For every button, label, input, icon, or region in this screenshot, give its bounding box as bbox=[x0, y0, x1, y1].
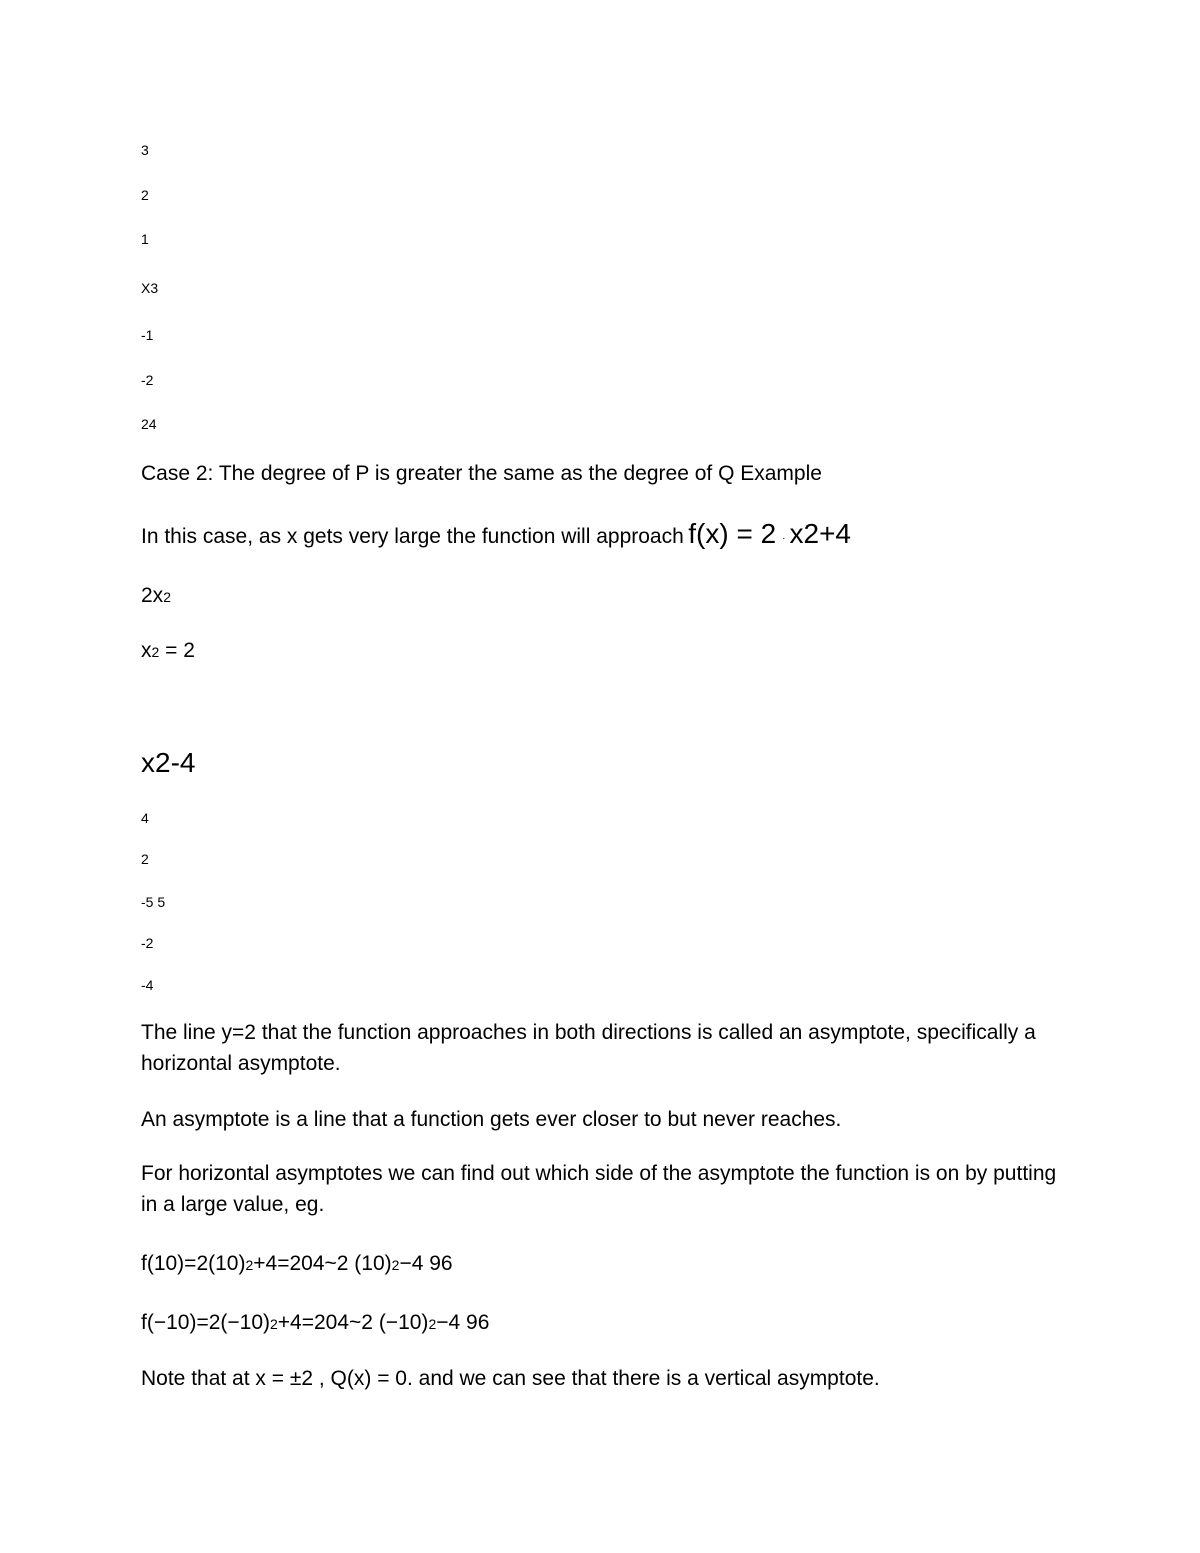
eval-part: f(10)=2(10) bbox=[141, 1252, 246, 1275]
note-line: Note that at x = ±2 , Q(x) = 0. and we can see that there is a vertical asymptote. bbox=[141, 1367, 880, 1390]
axis-label: X3 bbox=[141, 280, 159, 296]
paragraph-asymptote-line: The line y=2 that the function approaches in both directions is called an asymptote, specifically a horizontal asymptote. bbox=[141, 1021, 1036, 1075]
formula-lead: f(x) = 2 bbox=[688, 518, 777, 549]
denominator-expression: x2-4 bbox=[141, 747, 196, 778]
axis-label: 1 bbox=[141, 231, 149, 247]
eval-part: f(−10)=2(−10) bbox=[141, 1311, 270, 1334]
expression-x2-equals bbox=[141, 640, 195, 661]
eval-part: −4 96 bbox=[436, 1311, 490, 1334]
eval-part: +4=204~2 (10) bbox=[253, 1252, 392, 1275]
expression-base: x bbox=[141, 639, 152, 662]
axis-label: -1 bbox=[141, 327, 154, 343]
expression-2x2 bbox=[141, 585, 171, 606]
axis-label: 2 bbox=[141, 187, 149, 203]
eval-subscript: 2 bbox=[391, 1257, 400, 1273]
axis-label: 2 bbox=[141, 851, 149, 867]
expression-rest: = 2 bbox=[159, 639, 195, 662]
formula-tail: x2+4 bbox=[789, 518, 851, 549]
case-heading: Case 2: The degree of P is greater the same as the degree of Q Example bbox=[141, 462, 822, 485]
eval-subscript: 2 bbox=[270, 1316, 278, 1332]
axis-label: 24 bbox=[141, 416, 157, 432]
eval-subscript: 2 bbox=[428, 1316, 437, 1332]
approach-line bbox=[141, 520, 851, 548]
expression-subscript: 2 bbox=[163, 589, 171, 605]
axis-label: -4 bbox=[141, 977, 154, 993]
eval-subscript: 2 bbox=[245, 1257, 254, 1273]
axis-label: -5 5 bbox=[141, 894, 166, 910]
axis-label: 4 bbox=[141, 810, 149, 826]
paragraph-horizontal-side: For horizontal asymptotes we can find out which side of the asymptote the function is on by putting in a large value, eg. bbox=[141, 1162, 1057, 1216]
formula-dot: · bbox=[782, 532, 786, 544]
evaluation-positive bbox=[141, 1253, 453, 1274]
approach-text: In this case, as x gets very large the function will approach bbox=[141, 525, 684, 548]
expression-base: 2x bbox=[141, 584, 164, 607]
eval-part: +4=204~2 (−10) bbox=[277, 1311, 429, 1334]
axis-label: -2 bbox=[141, 935, 154, 951]
evaluation-negative bbox=[141, 1312, 489, 1333]
expression-subscript: 2 bbox=[151, 644, 160, 660]
paragraph-asymptote-definition: An asymptote is a line that a function gets ever closer to but never reaches. bbox=[141, 1108, 842, 1131]
axis-label: -2 bbox=[141, 372, 154, 388]
axis-label: 3 bbox=[141, 142, 149, 158]
eval-part: −4 96 bbox=[399, 1252, 453, 1275]
